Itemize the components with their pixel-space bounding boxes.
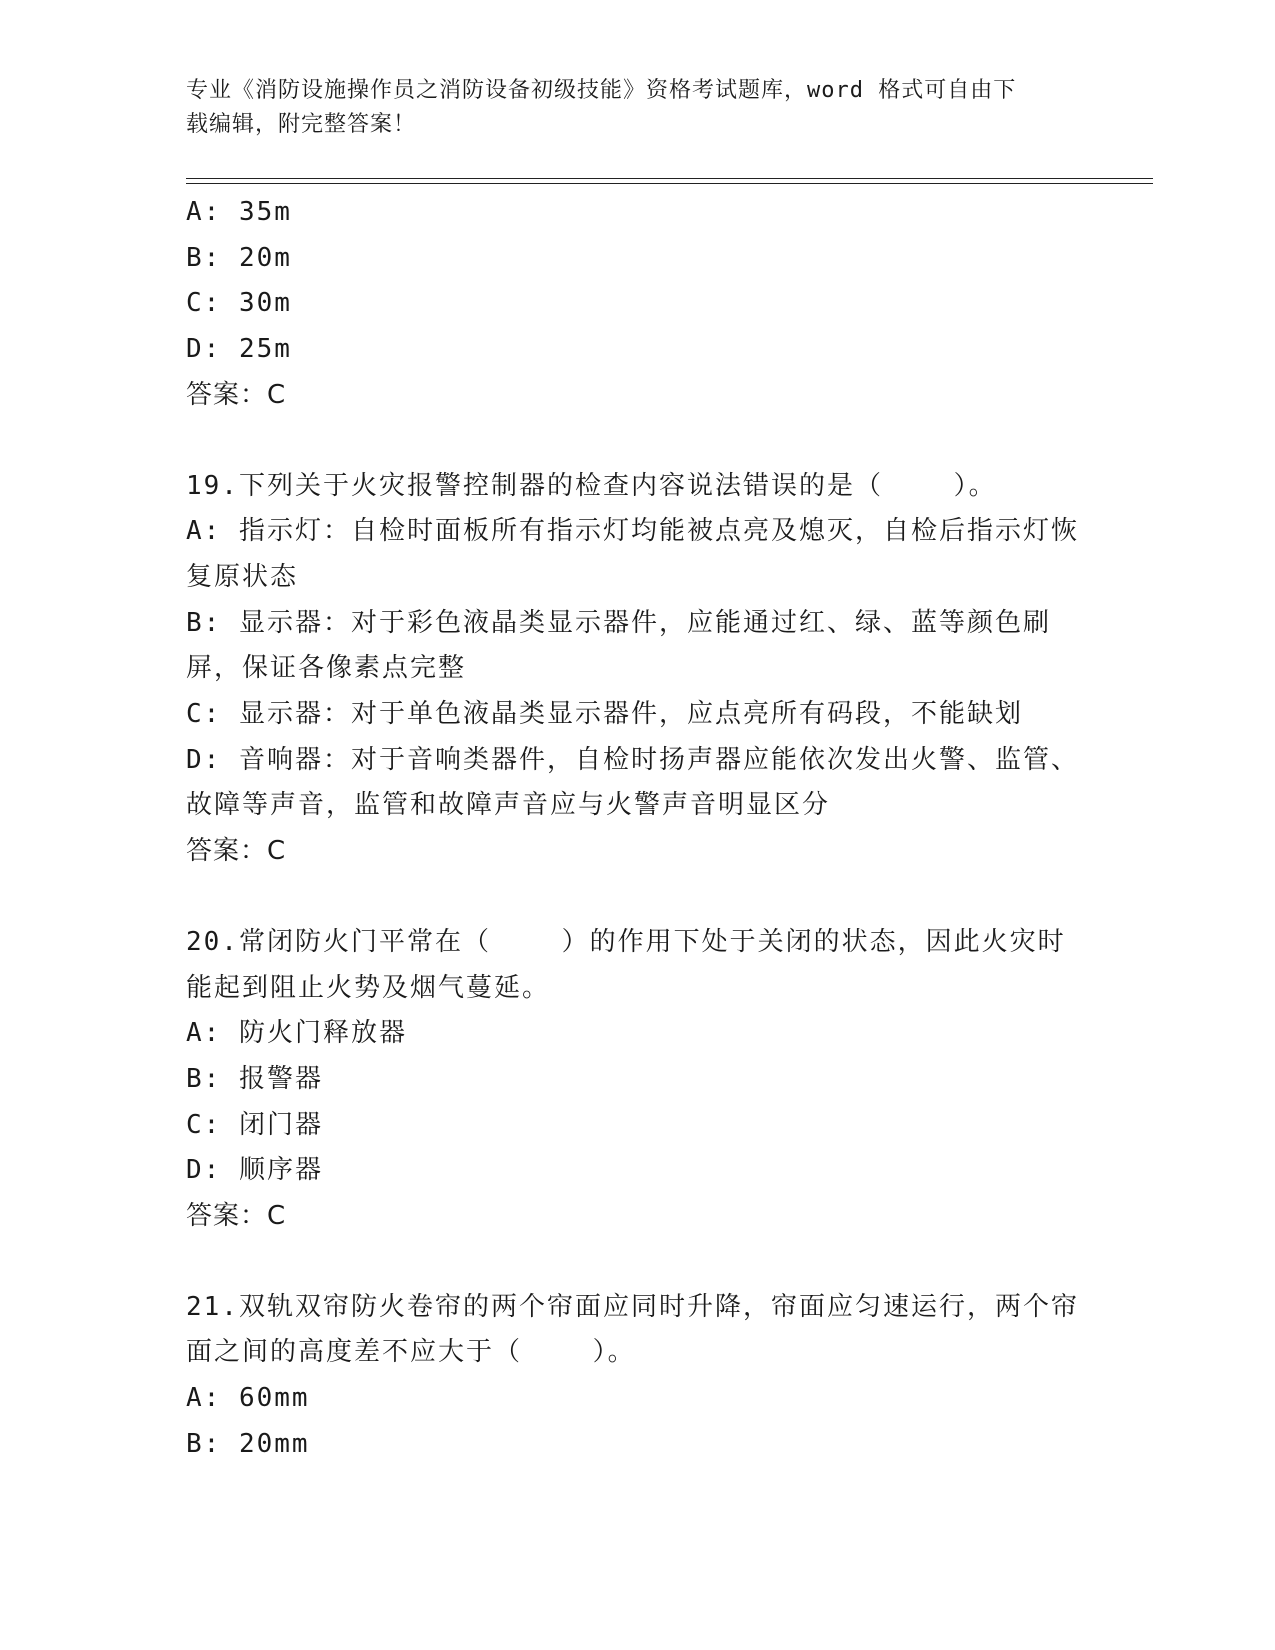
question-content bbox=[186, 190, 1086, 1468]
option-a: A: 指示灯：自检时面板所有指示灯均能被点亮及熄灭，自检后指示灯恢复原状态 bbox=[186, 516, 1079, 592]
header-line-1: 专业《消防设施操作员之消防设备初级技能》资格考试题库，word 格式可自由下 bbox=[186, 78, 1017, 103]
header-divider-top bbox=[186, 178, 1153, 179]
header-line-2: 载编辑，附完整答案！ bbox=[186, 112, 417, 137]
option-d: D: 顺序器 bbox=[186, 1155, 323, 1186]
question-18-tail bbox=[186, 190, 1086, 419]
question-stem: 20.常闭防火门平常在（ ）的作用下处于关闭的状态，因此火灾时能起到阻止火势及烟气蔓延。 bbox=[186, 926, 1066, 1003]
question-20 bbox=[186, 920, 1086, 1240]
option-b: B: 显示器：对于彩色液晶类显示器件，应能通过红、绿、蓝等颜色刷屏，保证各像素点完整 bbox=[186, 607, 1051, 684]
option-d: D: 音响器：对于音响类器件，自检时扬声器应能依次发出火警、监管、故障等声音，监管和故障声音应与火警声音明显区分 bbox=[186, 744, 1079, 821]
answer-label: 答案：C bbox=[186, 836, 287, 867]
question-stem: 19.下列关于火灾报警控制器的检查内容说法错误的是（ ）。 bbox=[186, 470, 997, 501]
question-19 bbox=[186, 464, 1086, 875]
question-stem: 21.双轨双帘防火卷帘的两个帘面应同时升降，帘面应匀速运行，两个帘面之间的高度差不应大于（ ）。 bbox=[186, 1291, 1079, 1368]
option-a: A: 35m bbox=[186, 197, 292, 227]
option-b: B: 报警器 bbox=[186, 1063, 323, 1094]
option-a: A: 60mm bbox=[186, 1383, 310, 1414]
option-c: C: 显示器：对于单色液晶类显示器件，应点亮所有码段，不能缺划 bbox=[186, 699, 1023, 730]
option-a: A: 防火门释放器 bbox=[186, 1018, 407, 1049]
answer-label: 答案：C bbox=[186, 1201, 287, 1232]
option-c: C: 30m bbox=[186, 288, 292, 319]
question-21 bbox=[186, 1285, 1086, 1468]
answer-label: 答案：C bbox=[186, 379, 287, 410]
document-header bbox=[186, 74, 1086, 142]
option-c: C: 闭门器 bbox=[186, 1109, 323, 1140]
option-b: B: 20mm bbox=[186, 1428, 310, 1459]
option-b: B: 20m bbox=[186, 242, 292, 273]
option-d: D: 25m bbox=[186, 334, 292, 365]
header-divider-bottom bbox=[186, 183, 1153, 184]
